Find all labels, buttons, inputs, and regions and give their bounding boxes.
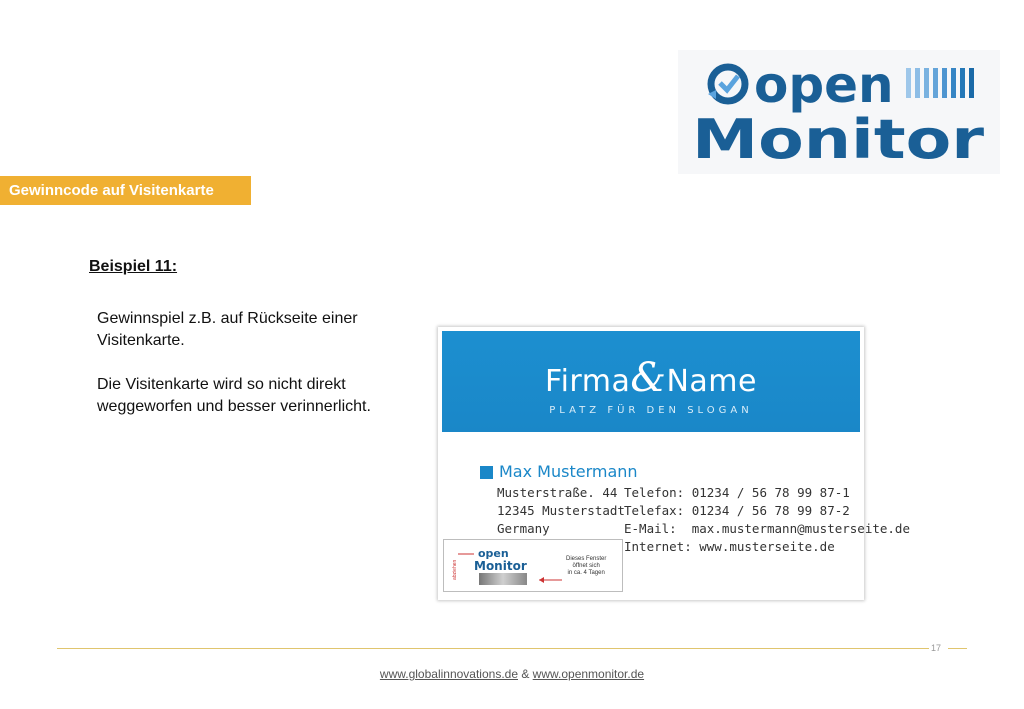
footer-rule (57, 648, 929, 649)
openmonitor-logo (678, 50, 1000, 174)
mini-note-line: Dieses Fenster (566, 556, 607, 562)
card-brand-second: Name (666, 364, 757, 399)
card-contact (624, 484, 910, 556)
logo-open-text: open (754, 56, 894, 114)
card-brand-amp: & (630, 355, 667, 401)
footer-rule-right (948, 648, 967, 649)
business-card-image (438, 327, 910, 600)
contact-line: E-Mail: max.mustermann@musterseite.de (624, 521, 910, 536)
card-brand-first: Firma (545, 364, 631, 399)
mini-logo-bottom: Monitor (474, 559, 527, 573)
scratch-code-field (479, 573, 527, 585)
mini-note (566, 556, 606, 577)
footer-link-openmonitor[interactable]: www.openmonitor.de (532, 667, 645, 681)
footer-separator: & (518, 667, 533, 681)
signal-bars-icon (906, 68, 974, 98)
name-square-icon (480, 466, 493, 479)
arrow-head-icon (539, 577, 544, 583)
card-slogan: PLATZ FÜR DEN SLOGAN (549, 405, 753, 416)
example-heading: Beispiel 11: (89, 258, 178, 275)
paragraph-1: Gewinnspiel z.B. auf Rückseite einer Visitenkarte. (97, 310, 358, 349)
card-header-band (442, 331, 860, 432)
card-person-name: Max Mustermann (499, 462, 638, 481)
address-line: Germany (497, 521, 550, 536)
card-address (497, 484, 625, 538)
mini-logo-top: open (478, 547, 509, 560)
paragraph-2: Die Visitenkarte wird so nicht direkt weggeworfen und besser verinnerlicht. (97, 376, 371, 415)
mini-scratch-card (443, 539, 623, 592)
footer-links (0, 667, 1024, 681)
contact-line: Telefax: 01234 / 56 78 99 87-2 (624, 503, 850, 518)
mini-note-line: in ca. 4 Tagen (567, 570, 605, 576)
clock-icon (708, 67, 745, 101)
card-brand (442, 355, 860, 401)
contact-line: Telefon: 01234 / 56 78 99 87-1 (624, 485, 850, 500)
mini-note-line: öffnet sich (572, 563, 600, 569)
logo-monitor-text: Monitor (692, 108, 985, 171)
address-line: 12345 Musterstadt (497, 503, 625, 518)
contact-line: Internet: www.musterseite.de (624, 539, 835, 554)
section-tag: Gewinncode auf Visitenkarte (0, 176, 251, 205)
mini-side-label: abziehen (452, 559, 458, 580)
footer-link-globalinnovations[interactable]: www.globalinnovations.de (379, 667, 518, 681)
address-line: Musterstraße. 44 (497, 485, 618, 500)
page-number: 17 (931, 643, 942, 653)
